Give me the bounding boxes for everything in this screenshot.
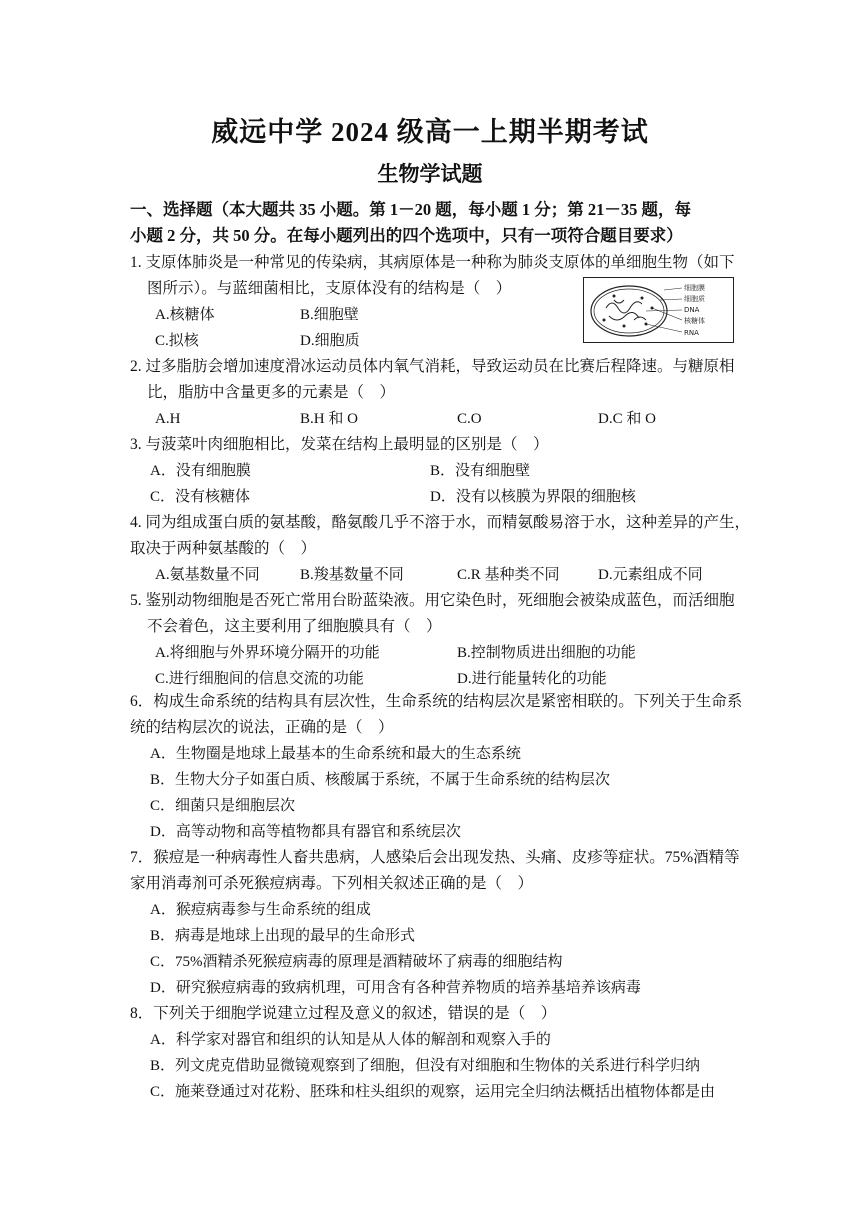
mycoplasma-figure bbox=[583, 277, 734, 343]
section-heading-line2: 小题 2 分，共 50 分。在每小题列出的四个选项中，只有一项符合题目要求） bbox=[130, 226, 683, 245]
q2-stem-line2: 比，脂肪中含量更多的元素是（ ） bbox=[147, 384, 396, 401]
q4-option-a: A.氨基数量不同 bbox=[155, 567, 260, 583]
exam-title: 威远中学 2024 级高一上期半期考试 bbox=[211, 117, 649, 147]
q5-option-b: B.控制物质进出细胞的功能 bbox=[457, 645, 636, 661]
q8-option-a: A．科学家对器官和组织的认知是从人体的解剖和观察入手的 bbox=[150, 1032, 551, 1048]
q5-option-a: A.将细胞与外界环境分隔开的功能 bbox=[155, 645, 380, 661]
q8-stem-line1: 8．下列关于细胞学说建立过程及意义的叙述，错误的是（ ） bbox=[130, 1005, 557, 1022]
q1-option-d: D.细胞质 bbox=[300, 333, 360, 349]
figure-label-cytoplasm: 细胞质 bbox=[684, 295, 705, 303]
q6-stem-line1: 6．构成生命系统的结构具有层次性，生命系统的结构层次是紧密相联的。下列关于生命系 bbox=[130, 693, 743, 710]
q2-option-c: C.O bbox=[457, 411, 482, 427]
q4-option-c: C.R 基种类不同 bbox=[457, 567, 560, 583]
q7-stem-line1: 7．猴痘是一种病毒性人畜共患病，人感染后会出现发热、头痛、皮疹等症状。75%酒精等 bbox=[130, 849, 740, 866]
q6-option-d: D．高等动物和高等植物都具有器官和系统层次 bbox=[150, 824, 461, 840]
mycoplasma-diagram bbox=[584, 278, 735, 344]
q6-stem-line2: 统的结构层次的说法，正确的是（ ） bbox=[130, 719, 394, 736]
q7-option-b: B．病毒是地球上出现的最早的生命形式 bbox=[150, 928, 416, 944]
q3-option-d: D．没有以核膜为界限的细胞核 bbox=[430, 489, 636, 505]
q1-option-a: A.核糖体 bbox=[155, 307, 215, 323]
figure-label-dna: DNA bbox=[684, 306, 700, 314]
q7-option-a: A．猴痘病毒参与生命系统的组成 bbox=[150, 902, 371, 918]
q5-stem-line2: 不会着色，这主要利用了细胞膜具有（ ） bbox=[147, 618, 442, 635]
q2-option-d: D.C 和 O bbox=[598, 411, 656, 427]
q6-option-a: A．生物圈是地球上最基本的生命系统和最大的生态系统 bbox=[150, 746, 521, 762]
section-heading-line1: 一、选择题（本大题共 35 小题。第 1－20 题，每小题 1 分；第 21－35 题，每 bbox=[130, 200, 691, 219]
q5-option-c: C.进行细胞间的信息交流的功能 bbox=[155, 671, 364, 687]
q1-option-c: C.拟核 bbox=[155, 333, 199, 349]
q8-option-c: C．施莱登通过对花粉、胚珠和柱头组织的观察，运用完全归纳法概括出植物体都是由 bbox=[150, 1084, 716, 1100]
q7-option-d: D．研究猴痘病毒的致病机理，可用含有各种营养物质的培养基培养该病毒 bbox=[150, 980, 641, 996]
q7-stem-line2: 家用消毒剂可杀死猴痘病毒。下列相关叙述正确的是（ ） bbox=[130, 875, 534, 892]
q6-option-c: C．细菌只是细胞层次 bbox=[150, 798, 296, 814]
figure-label-membrane: 细胞膜 bbox=[684, 284, 705, 292]
q1-stem-line2: 图所示）。与蓝细菌相比，支原体没有的结构是（ ） bbox=[147, 280, 512, 297]
q6-option-b: B．生物大分子如蛋白质、核酸属于系统，不属于生命系统的结构层次 bbox=[150, 772, 611, 788]
figure-label-rna: RNA bbox=[684, 329, 699, 337]
q3-option-a: A．没有细胞膜 bbox=[150, 463, 251, 479]
q1-stem-line1: 1. 支原体肺炎是一种常见的传染病，其病原体是一种称为肺炎支原体的单细胞生物（如下 bbox=[130, 254, 735, 271]
q4-option-b: B.羧基数量不同 bbox=[300, 567, 404, 583]
q8-option-b: B．列文虎克借助显微镜观察到了细胞，但没有对细胞和生物体的关系进行科学归纳 bbox=[150, 1058, 701, 1074]
q3-stem-line1: 3. 与菠菜叶肉细胞相比，发菜在结构上最明显的区别是（ ） bbox=[130, 436, 549, 453]
q4-stem-line2: 取决于两种氨基酸的（ ） bbox=[130, 540, 317, 557]
q5-stem-line1: 5. 鉴别动物细胞是否死亡常用台盼蓝染液。用它染色时，死细胞会被染成蓝色，而活细胞 bbox=[130, 592, 735, 609]
q2-stem-line1: 2. 过多脂肪会增加速度滑冰运动员体内氧气消耗，导致运动员在比赛后程降速。与糖原相 bbox=[130, 358, 735, 375]
q2-option-a: A.H bbox=[155, 411, 181, 427]
q2-option-b: B.H 和 O bbox=[300, 411, 358, 427]
q4-stem-line1: 4. 同为组成蛋白质的氨基酸，酪氨酸几乎不溶于水，而精氨酸易溶于水，这种差异的产生， bbox=[130, 514, 751, 531]
q7-option-c: C．75%酒精杀死猴痘病毒的原理是酒精破坏了病毒的细胞结构 bbox=[150, 954, 563, 970]
q3-option-c: C．没有核糖体 bbox=[150, 489, 251, 505]
q5-option-d: D.进行能量转化的功能 bbox=[457, 671, 607, 687]
q3-option-b: B．没有细胞壁 bbox=[430, 463, 531, 479]
q1-option-b: B.细胞壁 bbox=[300, 307, 359, 323]
q4-option-d: D.元素组成不同 bbox=[598, 567, 703, 583]
exam-subtitle: 生物学试题 bbox=[377, 162, 483, 186]
figure-label-ribosome: 核糖体 bbox=[684, 317, 705, 325]
